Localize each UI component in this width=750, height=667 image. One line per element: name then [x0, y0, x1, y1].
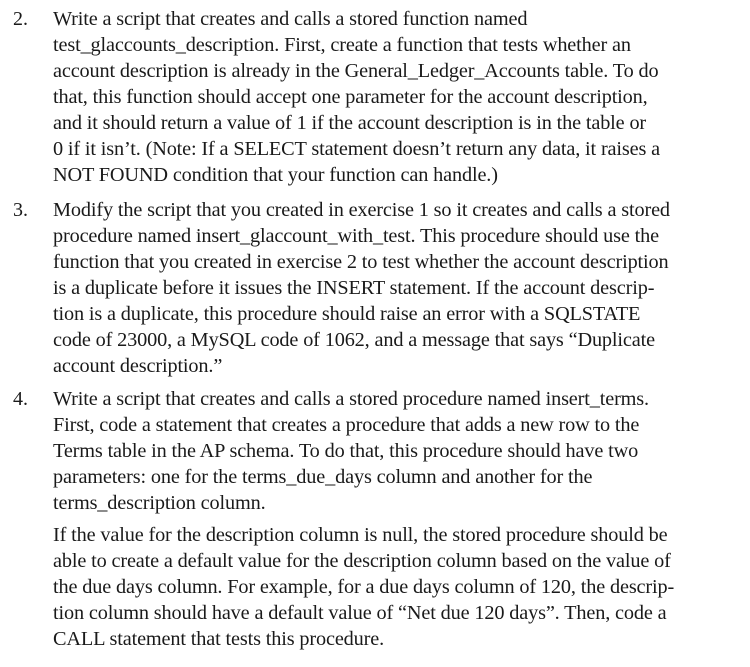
- text-line: 0 if it isn’t. (Note: If a SELECT statement doesn’t return any data, it raises a: [53, 138, 660, 160]
- text-line: is a duplicate before it issues the INSERT statement. If the account descrip-: [53, 277, 655, 299]
- exercise-text: [53, 6, 743, 188]
- text-line: account description.”: [53, 355, 223, 377]
- text-line: that, this function should accept one parameter for the account description,: [53, 86, 648, 108]
- exercise-text: [53, 522, 743, 652]
- text-line: able to create a default value for the description column based on the value of: [53, 550, 671, 572]
- text-line: If the value for the description column is null, the stored procedure should be: [53, 524, 668, 546]
- exercise-text: [53, 197, 743, 379]
- text-line: function that you created in exercise 2 to test whether the account description: [53, 251, 669, 273]
- text-line: and it should return a value of 1 if the account description is in the table or: [53, 112, 647, 134]
- text-line: the due days column. For example, for a due days column of 120, the descrip-: [53, 576, 675, 598]
- text-line: procedure named insert_glaccount_with_test. This procedure should use the: [53, 225, 659, 247]
- text-line: Write a script that creates and calls a stored function named: [53, 8, 528, 30]
- text-line: tion is a duplicate, this procedure should raise an error with a SQLSTATE: [53, 303, 641, 325]
- text-line: tion column should have a default value of “Net due 120 days”. Then, code a: [53, 602, 667, 624]
- text-line: Write a script that creates and calls a stored procedure named insert_terms.: [53, 388, 649, 410]
- text-line: parameters: one for the terms_due_days column and another for the: [53, 466, 593, 488]
- text-line: Terms table in the AP schema. To do that, this procedure should have two: [53, 440, 639, 462]
- text-line: First, code a statement that creates a procedure that adds a new row to the: [53, 414, 640, 436]
- text-line: CALL statement that tests this procedure.: [53, 628, 385, 650]
- text-line: NOT FOUND condition that your function can handle.): [53, 164, 498, 186]
- text-line: test_glaccounts_description. First, create a function that tests whether an: [53, 34, 631, 56]
- exercise-number: 4.: [13, 388, 28, 410]
- exercise-number: 2.: [13, 8, 28, 30]
- text-line: account description is already in the General_Ledger_Accounts table. To do: [53, 60, 659, 82]
- text-line: Modify the script that you created in exercise 1 so it creates and calls a stored: [53, 199, 670, 221]
- exercise-text: [53, 386, 743, 516]
- exercise-number: 3.: [13, 199, 28, 221]
- text-line: code of 23000, a MySQL code of 1062, and a message that says “Duplicate: [53, 329, 655, 351]
- text-line: terms_description column.: [53, 492, 266, 514]
